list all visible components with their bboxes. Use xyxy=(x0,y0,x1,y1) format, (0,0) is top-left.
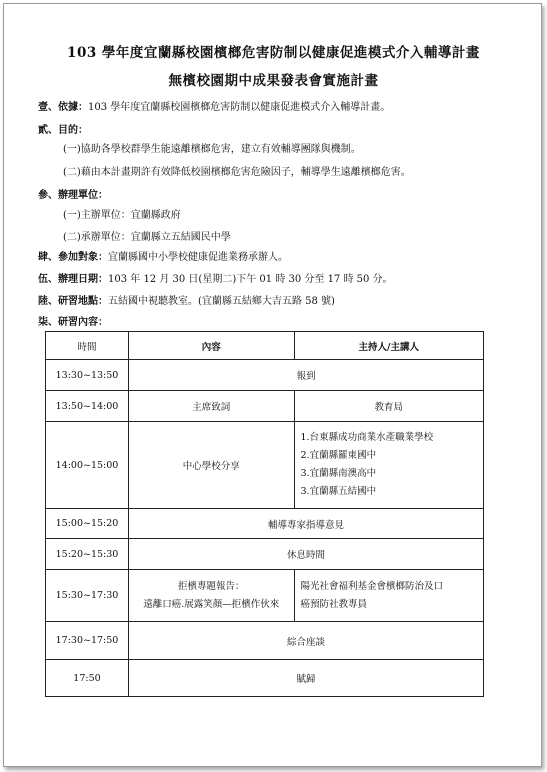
section-venue xyxy=(38,292,335,307)
row-content: 休息時間 xyxy=(128,539,483,570)
section-content-label: 柒、研習內容： xyxy=(38,317,108,328)
row-content: 輔導專家指導意見 xyxy=(128,509,483,539)
row-content: 主席致詞 xyxy=(128,391,294,422)
row-content: 綜合座談 xyxy=(128,622,483,660)
host-list-item: 3.宜蘭縣五結國中 xyxy=(300,486,377,497)
header-time: 時間 xyxy=(46,332,129,360)
table-row xyxy=(46,360,484,391)
row-host-list xyxy=(294,422,483,509)
row-time: 15:00~15:20 xyxy=(46,509,129,539)
row-time: 15:20~15:30 xyxy=(46,539,129,570)
section-date xyxy=(38,270,393,285)
section-date-label: 伍、辦理日期： xyxy=(38,274,108,285)
row-time: 14:00~15:00 xyxy=(46,422,129,509)
table-row xyxy=(46,422,484,509)
section-purpose-label: 貳、目的： xyxy=(38,125,88,136)
row-time: 17:30~17:50 xyxy=(46,622,129,660)
host-list-item: 1.台東縣成功商業水產職業學校 xyxy=(300,432,434,443)
host-line: 陽光社會福利基金會檳榔防治及口 xyxy=(300,580,444,592)
purpose-item-1: (一)協助各學校群學生能遠離檳榔危害，建立有效輔導團隊與機制。 xyxy=(63,144,361,155)
purpose-item-2: (二)藉由本計畫期許有效降低校園檳榔危害危險因子，輔導學生遠離檳榔危害。 xyxy=(63,167,411,178)
host-line: 癌預防社教專員 xyxy=(300,598,368,610)
header-content: 內容 xyxy=(128,332,294,360)
table-row xyxy=(46,539,484,570)
section-venue-text: 五結國中視聽教室。(宜蘭縣五結鄉大吉五路 58 號) xyxy=(108,296,335,307)
header-host: 主持人/主講人 xyxy=(294,332,483,360)
row-content: 賦歸 xyxy=(128,660,483,697)
section-venue-label: 陸、研習地點： xyxy=(38,296,108,307)
row-content: 中心學校分享 xyxy=(128,422,294,509)
table-row xyxy=(46,570,484,622)
host-list-item: 3.宜蘭縣南澳高中 xyxy=(300,468,377,479)
table-row xyxy=(46,622,484,660)
organizer-item-1: (一)主辦單位：宜蘭縣政府 xyxy=(63,210,181,221)
table-header-row xyxy=(46,332,484,360)
row-host xyxy=(294,570,483,622)
host-list-item: 2.宜蘭縣羅東國中 xyxy=(300,450,377,461)
row-content xyxy=(128,570,294,622)
section-basis-label: 壹、依據： xyxy=(38,102,88,113)
row-time: 15:30~17:30 xyxy=(46,570,129,622)
section-participants-label: 肆、參加對象： xyxy=(38,252,108,263)
section-date-text: 103 年 12 月 30 日(星期二)下午 01 時 30 分至 17 時 50 分。 xyxy=(108,274,393,285)
document-subtitle: 無檳校園期中成果發表會實施計畫 xyxy=(168,73,379,89)
row-content: 報到 xyxy=(128,360,483,391)
section-basis-text: 103 學年度宜蘭縣校園檳榔危害防制以健康促進模式介入輔導計畫。 xyxy=(88,102,391,113)
section-basis xyxy=(38,98,390,113)
section-organizer-label: 參、辦理單位： xyxy=(38,190,108,201)
section-participants xyxy=(38,248,288,263)
organizer-item-2: (二)承辦單位：宜蘭縣立五結國民中學 xyxy=(63,232,231,243)
row-time: 13:50~14:00 xyxy=(46,391,129,422)
schedule-table xyxy=(45,331,484,697)
section-participants-text: 宜蘭縣國中小學校健康促進業務承辦人。 xyxy=(108,252,288,263)
content-line: 遠離口癌.展露笑顏—拒檳作伙來 xyxy=(143,598,280,610)
row-host: 教育局 xyxy=(294,391,483,422)
document-title: 103 學年度宜蘭縣校園檳榔危害防制以健康促進模式介入輔導計畫 xyxy=(67,45,480,61)
table-row xyxy=(46,509,484,539)
row-time: 13:30~13:50 xyxy=(46,360,129,391)
table-row xyxy=(46,391,484,422)
table-row xyxy=(46,660,484,697)
row-time: 17:50 xyxy=(46,660,129,697)
content-line: 拒檳專題報告： xyxy=(177,580,245,592)
